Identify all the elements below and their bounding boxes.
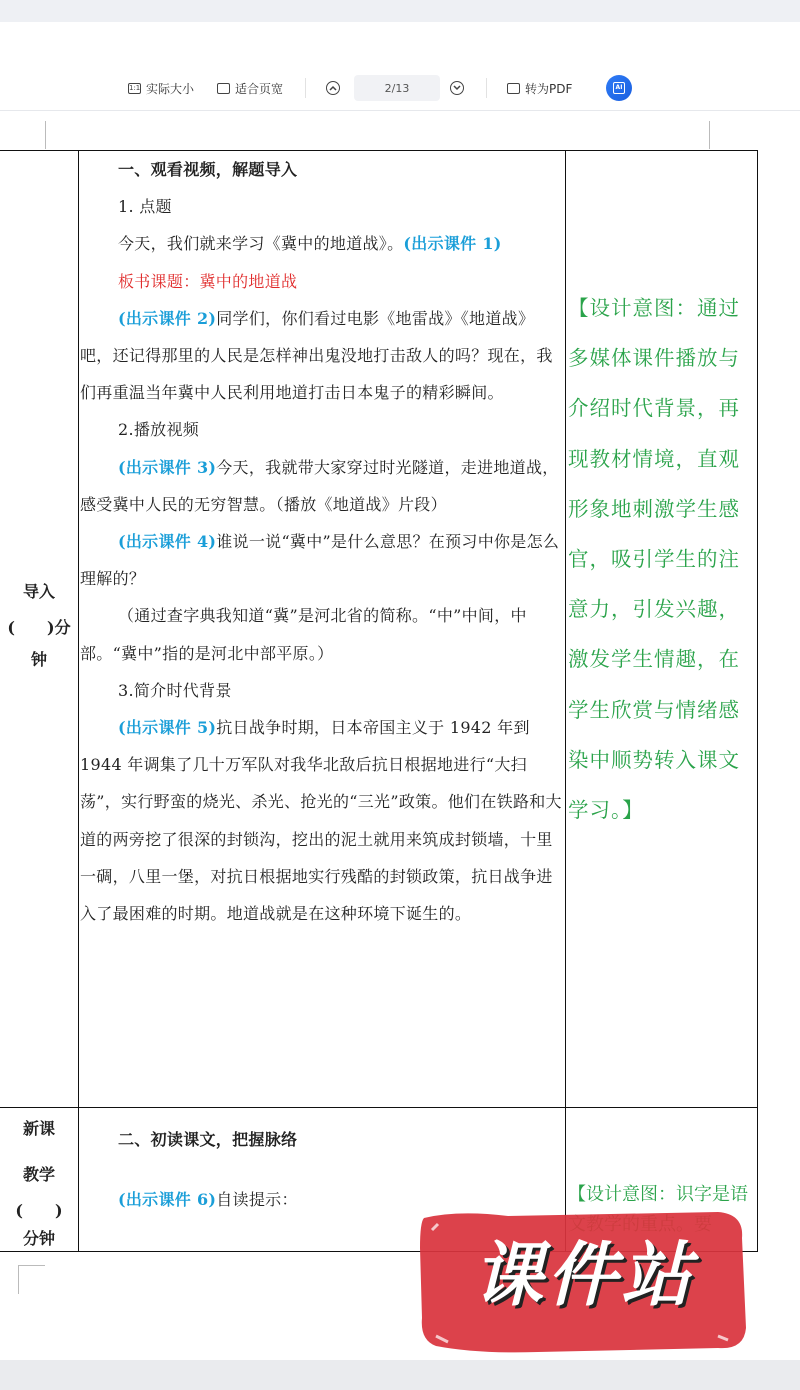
paragraph-text: 抗日战争时期，日本帝国主义于 1942 年到 1944 年调集了几十万军队对我华北敌后抗日根据地进行“大扫荡”，实行野蛮的烧光、杀光、抢光的“三光”政策。他们在铁路和大道的两旁挖了很深的封锁沟，挖出的泥土就用来筑成封锁墙，十里一碉，八里一堡，对抗日根据地实行残酷的封锁政策，抗日战争进入了最困难的时期。地道战就是在这种环境下诞生的。 [80,718,562,924]
courseware-tag: (出示课件 5) [118,718,217,738]
paragraph [80,300,565,412]
courseware-tag: (出示课件 3) [118,457,217,477]
new-lesson-time-label [0,1106,78,1254]
fit-width-label: 适合页宽 [235,81,284,96]
sub-heading: 3.简介时代背景 [118,680,232,700]
next-page-button[interactable] [450,78,464,98]
actual-size-button[interactable] [128,78,194,98]
watermark-text: 课件站 [473,1234,695,1316]
section-heading: 二、初读课文，把握脉络 [118,1130,298,1149]
table-border [0,1107,758,1108]
courseware-tag: (出示课件 6) [118,1190,217,1209]
table-border [78,150,79,1252]
intro-label-line: 钟 [30,650,47,669]
previous-page-button[interactable] [326,78,340,98]
intro-content [80,151,565,932]
new-lesson-label-line: ( ) [15,1201,63,1220]
viewer-header-area [0,22,800,67]
fit-width-icon [217,83,230,94]
intro-label-line: 导入 [22,582,55,601]
page-corner-mark [709,121,710,149]
new-lesson-label-line: 分钟 [22,1229,55,1248]
paragraph: （通过查字典我知道“冀”是河北省的简称。“中”中间，中部。“冀中”指的是河北中部平原。） [80,606,527,663]
board-title: 板书课题：冀中的地道战 [118,271,298,291]
new-lesson-label-line: 教学 [22,1165,55,1184]
actual-size-icon: 1:1 [129,83,141,92]
page-corner-mark [45,121,46,149]
paragraph [80,523,565,597]
viewer-footer [0,1360,800,1390]
paragraph-text: 同学们，你们看过电影《地雷战》《地道战》吧，还记得那里的人民是怎样神出鬼没地打击敌人的吗？现在，我们再重温当年冀中人民利用地道打击日本鬼子的精彩瞬间。 [80,308,553,403]
window-top-strip [0,0,800,22]
intro-time-label [0,576,78,676]
convert-to-pdf-label: 转为PDF [525,81,573,96]
ai-icon: AI [613,82,625,94]
paragraph [80,709,565,932]
paragraph [80,449,565,523]
intro-label-line: ( )分 [7,618,71,637]
paragraph-text: 谁说一说“冀中”是什么意思？在预习中你是怎么理解的？ [80,532,560,589]
design-intent-note: 【设计意图：通过多媒体课件播放与介绍时代背景，再现教材情境，直观形象地刺激学生感官，吸引学生的注意力，引发兴趣，激发学生情趣，在学生欣赏与情绪感染中顺势转入课文学习。】 [568,296,740,823]
paragraph [80,225,565,262]
actual-size-label: 实际大小 [146,81,195,96]
new-lesson-content [80,1120,565,1220]
chevron-up-icon [326,81,340,95]
design-intent-note: 【设计意图：识字是语 [568,1184,748,1205]
sub-heading: 2.播放视频 [118,420,200,440]
courseware-tag: (出示课件 1) [403,234,502,254]
page-corner-mark [18,1265,45,1294]
paragraph-text: 今天，我们就来学习《冀中的地道战》。 [118,234,404,254]
paragraph-text: 今天，我就带大家穿过时光隧道，走进地道战，感受冀中人民的无穷智慧。（播放《地道战》片段） [80,457,559,514]
ai-assistant-button[interactable] [606,75,632,101]
watermark-stamp [418,1208,750,1354]
courseware-tag: (出示课件 4) [118,532,217,552]
table-border [565,150,566,1252]
chevron-down-icon [450,81,464,95]
sub-heading: 1. 点题 [118,197,172,217]
paragraph-text: 自读提示： [216,1190,298,1209]
fit-width-button[interactable] [217,78,283,98]
toolbar-divider [486,78,487,98]
toolbar-divider [305,78,306,98]
new-lesson-label-line: 新课 [22,1119,55,1138]
pdf-toolbar [0,66,800,111]
pdf-file-icon [507,83,520,94]
section-heading: 一、观看视频，解题导入 [118,160,298,179]
convert-to-pdf-button[interactable] [507,78,572,98]
courseware-tag: (出示课件 2) [118,308,217,328]
page-number-input[interactable]: 2/13 [354,75,440,101]
